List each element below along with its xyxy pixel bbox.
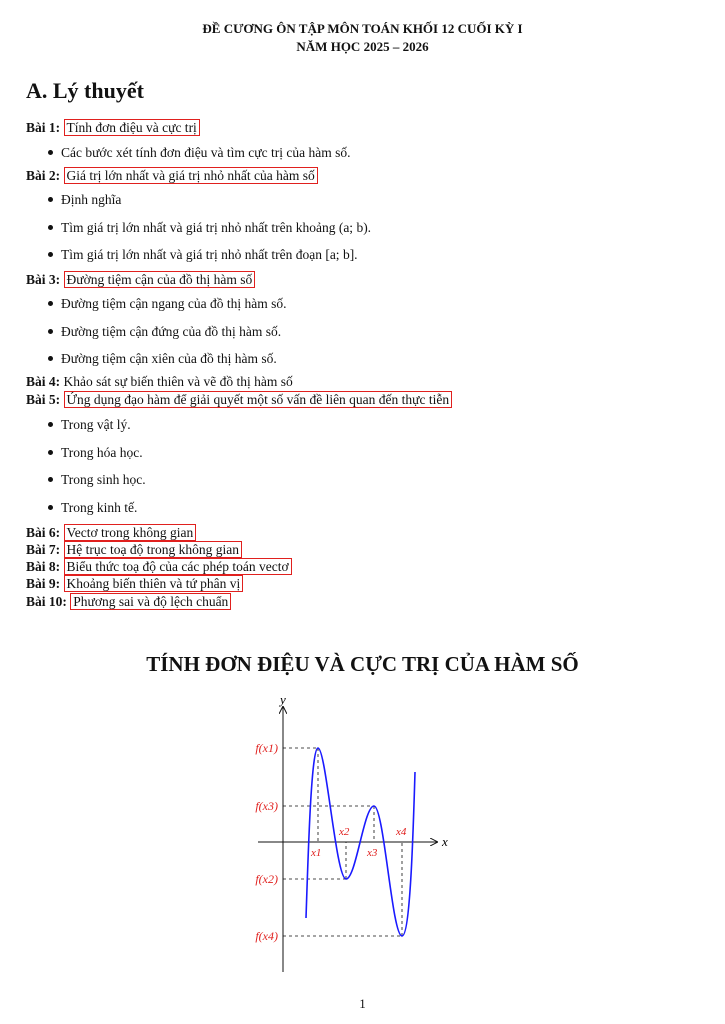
bullet-text: Đường tiệm cận đứng của đồ thị hàm số. <box>61 323 282 339</box>
lesson-label: Bài 9: <box>26 576 61 591</box>
bullet-text: Đường tiệm cận xiên của đồ thị hàm số. <box>61 351 277 366</box>
y-label-fx1: f(x1) <box>255 741 278 755</box>
y-label-fx3: f(x3) <box>255 799 278 813</box>
page-number: 1 <box>359 996 366 1011</box>
lesson-label: Bài 10: <box>26 594 67 609</box>
lesson-title: Tính đơn điệu và cực trị <box>64 119 200 136</box>
graph-title: TÍNH ĐƠN ĐIỆU VÀ CỰC TRỊ CỦA HÀM SỐ <box>146 652 579 676</box>
lesson-label: Bài 1: <box>26 120 61 135</box>
x-label-x2: x2 <box>339 826 350 838</box>
lesson-title: Giá trị lớn nhất và giá trị nhỏ nhất của hàm số <box>64 167 318 184</box>
lesson-title: Khoảng biến thiên và tứ phân vị <box>64 575 244 592</box>
lesson-label: Bài 4: <box>26 374 61 389</box>
lesson-label: Bài 8: <box>26 559 61 574</box>
section-title: A. Lý thuyết <box>26 78 144 103</box>
lesson-title: Đường tiệm cận của đồ thị hàm số <box>64 271 256 288</box>
lesson-title: Vectơ trong không gian <box>64 524 197 541</box>
y-label-fx4: f(x4) <box>255 929 278 943</box>
bullet-text: Trong sinh học. <box>61 472 146 487</box>
lesson-label: Bài 5: <box>26 392 61 407</box>
header-line-2: NĂM HỌC 2025 – 2026 <box>296 39 429 54</box>
lesson-label: Bài 7: <box>26 542 61 557</box>
bullet-text: Tìm giá trị lớn nhất và giá trị nhỏ nhất trên khoảng (a; b). <box>61 219 372 235</box>
lesson-label: Bài 6: <box>26 525 61 540</box>
x-label-x1: x1 <box>311 847 322 859</box>
y-label-fx2: f(x2) <box>255 872 278 886</box>
lesson-title: Biểu thức toạ độ của các phép toán vectơ <box>64 558 292 575</box>
y-axis-label: y <box>280 692 286 707</box>
x-axis-label: x <box>442 834 448 849</box>
x-label-x3: x3 <box>367 847 378 859</box>
bullet-text: Trong vật lý. <box>61 417 131 432</box>
lesson-label: Bài 2: <box>26 168 61 183</box>
bullet-text: Tìm giá trị lớn nhất và giá trị nhỏ nhất trên đoạn [a; b]. <box>61 247 358 262</box>
lesson-title: Phương sai và độ lệch chuẩn <box>70 593 231 610</box>
lesson-title: Ứng dụng đạo hàm để giải quyết một số vấn đề liên quan đến thực tiễn <box>64 391 453 408</box>
lesson-title: Khảo sát sự biến thiên và vẽ đồ thị hàm số <box>63 374 293 389</box>
lesson-title: Hệ trục toạ độ trong không gian <box>64 541 242 558</box>
x-label-x4: x4 <box>396 826 407 838</box>
bullet-text: Các bước xét tính đơn điệu và tìm cực trị của hàm số. <box>61 145 351 160</box>
bullet-text: Trong kinh tế. <box>61 499 138 515</box>
lesson-label: Bài 3: <box>26 272 61 287</box>
bullet-text: Đường tiệm cận ngang của đồ thị hàm số. <box>61 296 287 311</box>
bullet-text: Định nghĩa <box>61 192 122 207</box>
bullet-text: Trong hóa học. <box>61 444 143 460</box>
header-line-1: ĐỀ CƯƠNG ÔN TẬP MÔN TOÁN KHỐI 12 CUỐI KỲ I <box>202 21 523 36</box>
